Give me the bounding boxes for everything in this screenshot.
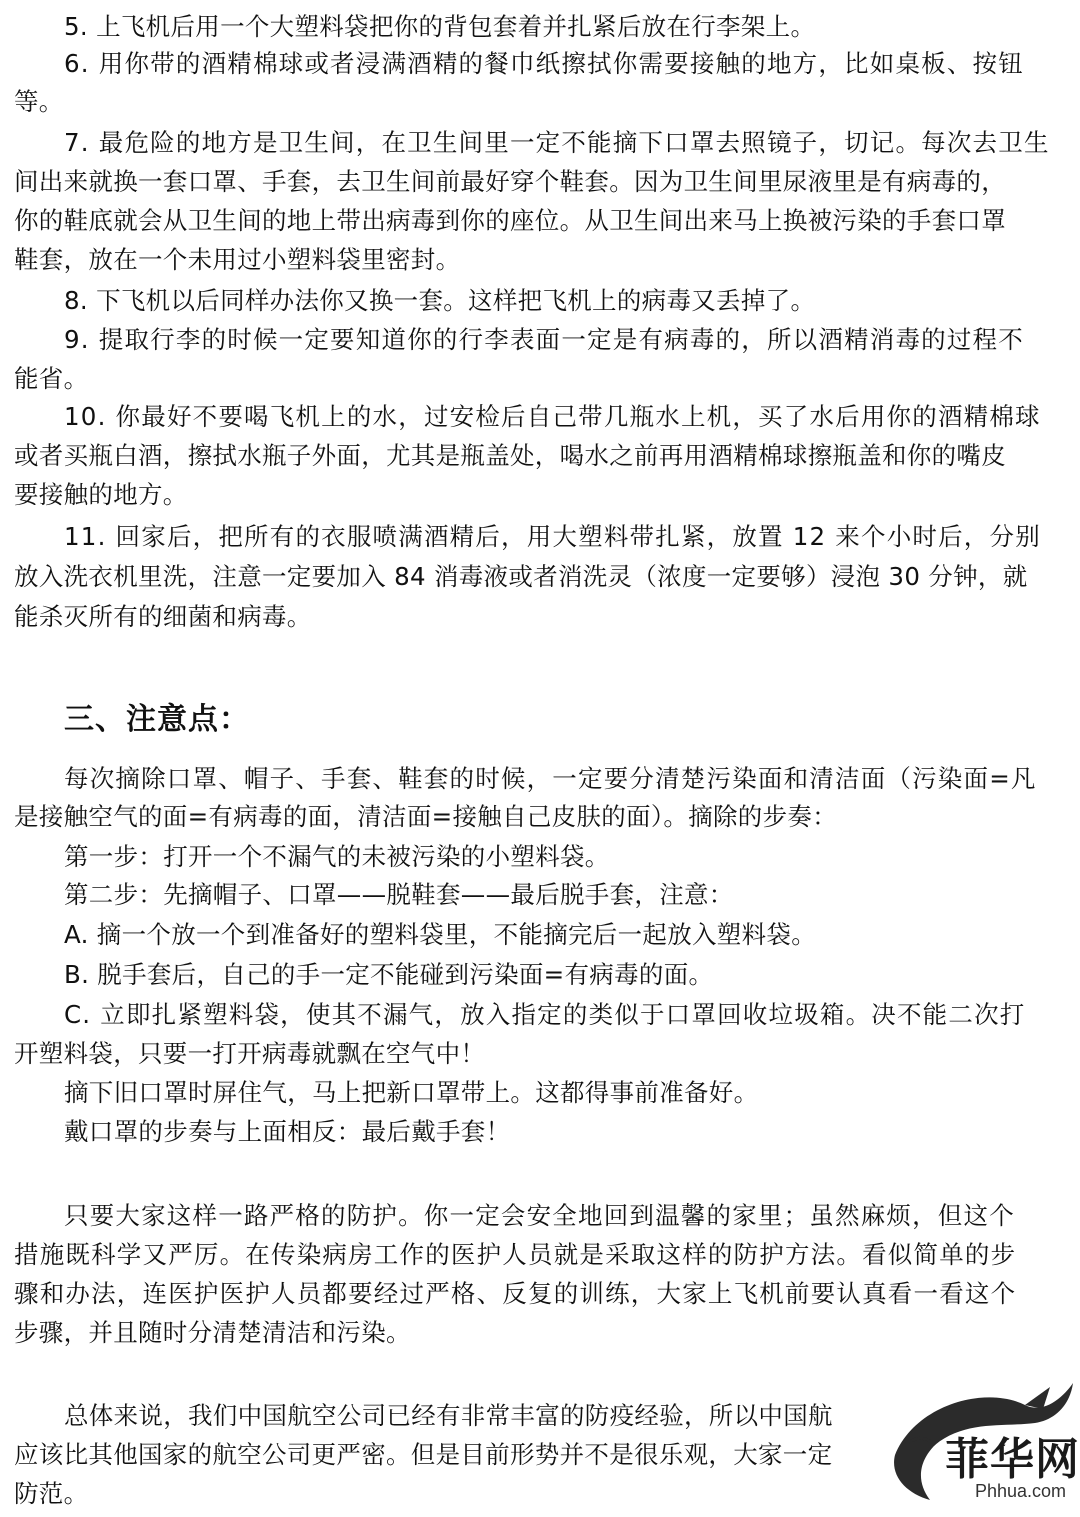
item-7-line-4: 鞋套，放在一个未用过小塑料袋里密封。 [14, 245, 461, 274]
item-7-line-1: 7. 最危险的地方是卫生间，在卫生间里一定不能摘下口罩去照镜子，切记。每次去卫生 [64, 128, 1050, 157]
note-step-2: 第二步：先摘帽子、口罩——脱鞋套——最后脱手套，注意： [64, 880, 734, 909]
item-8-line-1: 8. 下飞机以后同样办法你又换一套。这样把飞机上的病毒又丢掉了。 [64, 286, 816, 315]
note-c-line-2: 开塑料袋，只要一打开病毒就飘在空气中！ [14, 1039, 486, 1068]
note-intro-line-1: 每次摘除口罩、帽子、手套、鞋套的时候，一定要分清楚污染面和清洁面（污染面=凡 [64, 764, 1037, 793]
item-10-line-1: 10. 你最好不要喝飞机上的水，过安检后自己带几瓶水上机，买了水后用你的酒精棉球 [64, 402, 1041, 431]
item-10-line-2: 或者买瓶白酒，擦拭水瓶子外面，尤其是瓶盖处，喝水之前再用酒精棉球擦瓶盖和你的嘴皮 [14, 441, 1006, 470]
item-11-line-2: 放入洗衣机里洗，注意一定要加入 84 消毒液或者消洗灵（浓度一定要够）浸泡 30 分钟，就 [14, 562, 1028, 591]
item-10-line-3: 要接触的地方。 [14, 480, 188, 509]
item-9-line-1: 9. 提取行李的时候一定要知道你的行李表面一定是有病毒的，所以酒精消毒的过程不 [64, 325, 1024, 354]
item-6-line-2: 等。 [14, 87, 64, 116]
item-5-line-1: 5. 上飞机后用一个大塑料袋把你的背包套着并扎紧后放在行李架上。 [64, 12, 816, 41]
closing-1-line-2: 措施既科学又严厉。在传染病房工作的医护人员就是采取这样的防护方法。看似简单的步 [14, 1240, 1017, 1269]
note-mask-on: 戴口罩的步奏与上面相反：最后戴手套！ [64, 1117, 511, 1146]
note-mask-swap: 摘下旧口罩时屏住气，马上把新口罩带上。这都得事前准备好。 [64, 1078, 759, 1107]
closing-2-line-2: 应该比其他国家的航空公司更严密。但是目前形势并不是很乐观，大家一定 [14, 1440, 833, 1469]
item-11-line-1: 11. 回家后，把所有的衣服喷满酒精后，用大塑料带扎紧，放置 12 来个小时后，分别 [64, 522, 1041, 551]
note-intro-line-2: 是接触空气的面=有病毒的面，清洁面=接触自己皮肤的面）。摘除的步奏： [14, 802, 838, 831]
section-heading: 三、注意点： [64, 702, 250, 737]
closing-1-line-1: 只要大家这样一路严格的防护。你一定会安全地回到温馨的家里；虽然麻烦，但这个 [64, 1201, 1015, 1230]
item-6-line-1: 6. 用你带的酒精棉球或者浸满酒精的餐巾纸擦拭你需要接触的地方，比如桌板、按钮 [64, 49, 1024, 78]
watermark-site-name: 菲华网 [945, 1434, 1080, 1485]
item-11-line-3: 能杀灭所有的细菌和病毒。 [14, 602, 312, 631]
item-7-line-2: 间出来就换一套口罩、手套，去卫生间前最好穿个鞋套。因为卫生间里尿液里是有病毒的， [14, 167, 1006, 196]
note-step-1: 第一步：打开一个不漏气的未被污染的小塑料袋。 [64, 842, 610, 871]
closing-1-line-3: 骤和办法，连医护医护人员都要经过严格、反复的训练，大家上飞机前要认真看一看这个 [14, 1279, 1017, 1308]
site-watermark [875, 1375, 1080, 1513]
note-b: B. 脱手套后，自己的手一定不能碰到污染面=有病毒的面。 [64, 960, 714, 989]
item-9-line-2: 能省。 [14, 364, 89, 393]
note-c-line-1: C. 立即扎紧塑料袋，使其不漏气，放入指定的类似于口罩回收垃圾箱。决不能二次打 [64, 1000, 1026, 1029]
item-7-line-3: 你的鞋底就会从卫生间的地上带出病毒到你的座位。从卫生间出来马上换被污染的手套口罩 [14, 206, 1006, 235]
note-a: A. 摘一个放一个到准备好的塑料袋里，不能摘完后一起放入塑料袋。 [64, 920, 817, 949]
closing-2-line-1: 总体来说，我们中国航空公司已经有非常丰富的防疫经验，所以中国航 [64, 1401, 833, 1430]
watermark-url: Phhua.com [975, 1481, 1067, 1501]
closing-1-line-4: 步骤，并且随时分清楚清洁和污染。 [14, 1318, 411, 1347]
closing-2-line-3: 防范。 [14, 1479, 89, 1508]
